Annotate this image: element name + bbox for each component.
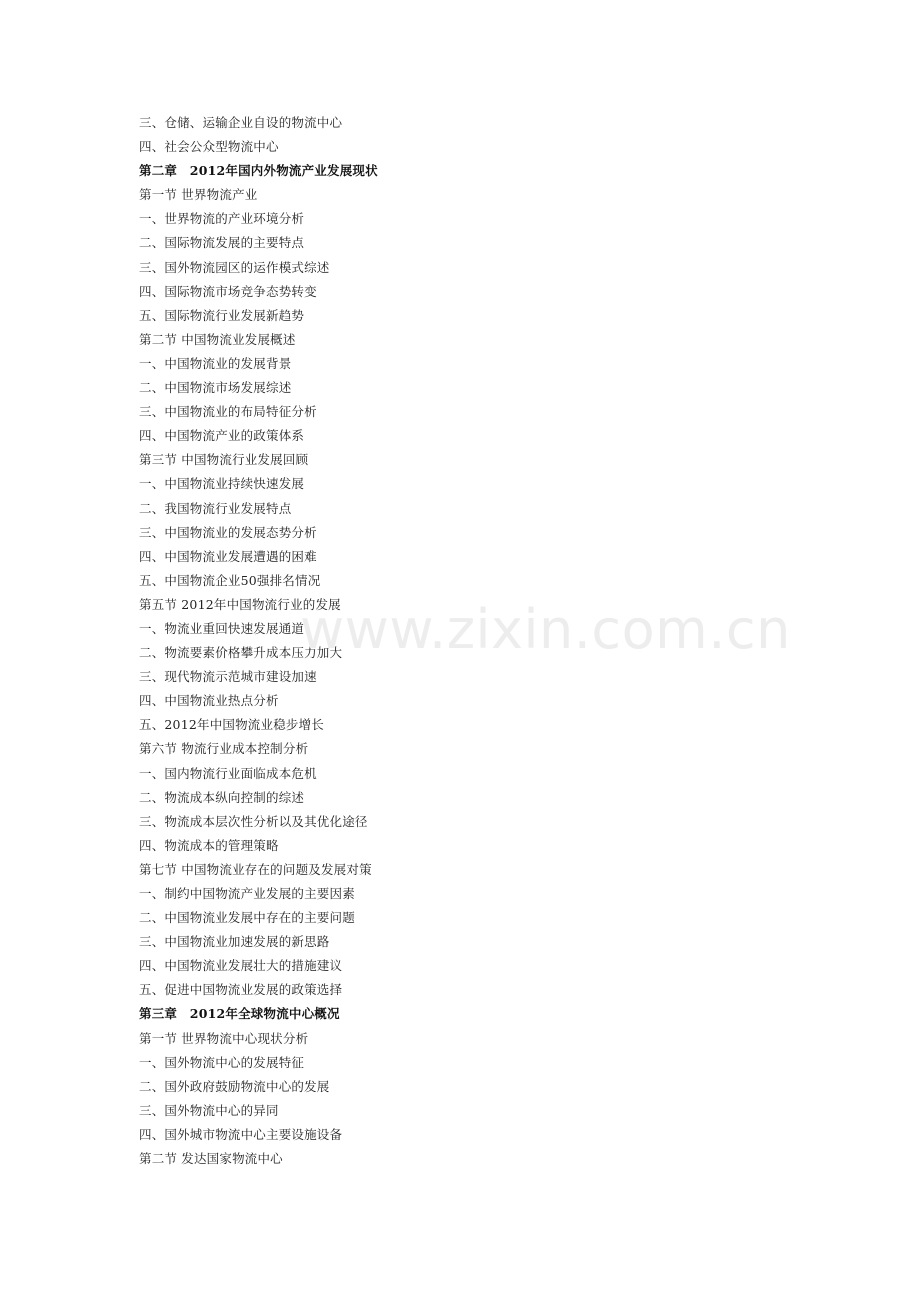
toc-item: 四、国际物流市场竞争态势转变 <box>139 283 317 299</box>
toc-item: 三、国外物流中心的异同 <box>139 1102 279 1118</box>
chapter-heading: 第二章 2012年国内外物流产业发展现状 <box>139 163 378 179</box>
toc-item: 四、中国物流业热点分析 <box>139 693 279 709</box>
toc-item: 一、世界物流的产业环境分析 <box>139 211 305 227</box>
toc-item: 四、物流成本的管理策略 <box>139 837 279 853</box>
toc-item: 二、物流成本纵向控制的综述 <box>139 789 305 805</box>
section-heading: 第二节 中国物流业发展概述 <box>139 331 296 347</box>
toc-item: 二、国外政府鼓励物流中心的发展 <box>139 1078 330 1094</box>
toc-item: 五、2012年中国物流业稳步增长 <box>139 717 325 733</box>
section-heading: 第一节 世界物流中心现状分析 <box>139 1030 309 1046</box>
toc-item: 一、中国物流业的发展背景 <box>139 355 292 371</box>
section-heading: 第六节 物流行业成本控制分析 <box>139 741 309 757</box>
section-heading: 第三节 中国物流行业发展回顾 <box>139 452 309 468</box>
toc-item: 四、社会公众型物流中心 <box>139 139 279 155</box>
toc-item: 一、制约中国物流产业发展的主要因素 <box>139 886 355 901</box>
toc-item: 四、国外城市物流中心主要设施设备 <box>139 1126 343 1142</box>
toc-item: 三、中国物流业加速发展的新思路 <box>139 934 330 950</box>
section-heading: 第一节 世界物流产业 <box>139 187 258 203</box>
section-heading: 第二节 发达国家物流中心 <box>139 1151 283 1167</box>
toc-item: 三、物流成本层次性分析以及其优化途径 <box>139 813 368 829</box>
section-heading: 第五节 2012年中国物流行业的发展 <box>139 596 341 612</box>
toc-item: 三、现代物流示范城市建设加速 <box>139 669 317 685</box>
watermark: www.zixin.com.cn <box>300 598 791 661</box>
toc-item: 四、中国物流业发展壮大的措施建议 <box>139 958 343 974</box>
toc-item: 四、中国物流产业的政策体系 <box>139 428 305 444</box>
toc-item: 五、促进中国物流业发展的政策选择 <box>139 982 343 998</box>
table-of-contents <box>139 111 839 1171</box>
toc-item: 二、中国物流市场发展综述 <box>139 380 292 396</box>
toc-item: 五、中国物流企业50强排名情况 <box>139 572 321 588</box>
toc-item: 三、中国物流业的布局特征分析 <box>139 404 317 420</box>
toc-item: 二、我国物流行业发展特点 <box>139 500 292 516</box>
toc-item: 三、仓储、运输企业自设的物流中心 <box>139 115 343 130</box>
toc-item: 一、国内物流行业面临成本危机 <box>139 765 317 781</box>
toc-item: 二、中国物流业发展中存在的主要问题 <box>139 910 355 926</box>
chapter-heading: 第三章 2012年全球物流中心概况 <box>139 1006 340 1022</box>
toc-item: 二、国际物流发展的主要特点 <box>139 235 305 251</box>
toc-item: 一、物流业重回快速发展通道 <box>139 620 305 636</box>
section-heading: 第七节 中国物流业存在的问题及发展对策 <box>139 861 372 877</box>
toc-item: 三、国外物流园区的运作模式综述 <box>139 259 330 275</box>
toc-item: 三、中国物流业的发展态势分析 <box>139 524 317 540</box>
toc-item: 一、国外物流中心的发展特征 <box>139 1054 305 1070</box>
toc-item: 一、中国物流业持续快速发展 <box>139 476 305 492</box>
toc-item: 四、中国物流业发展遭遇的困难 <box>139 548 317 564</box>
toc-item: 二、物流要素价格攀升成本压力加大 <box>139 645 343 661</box>
toc-item: 五、国际物流行业发展新趋势 <box>139 307 305 323</box>
